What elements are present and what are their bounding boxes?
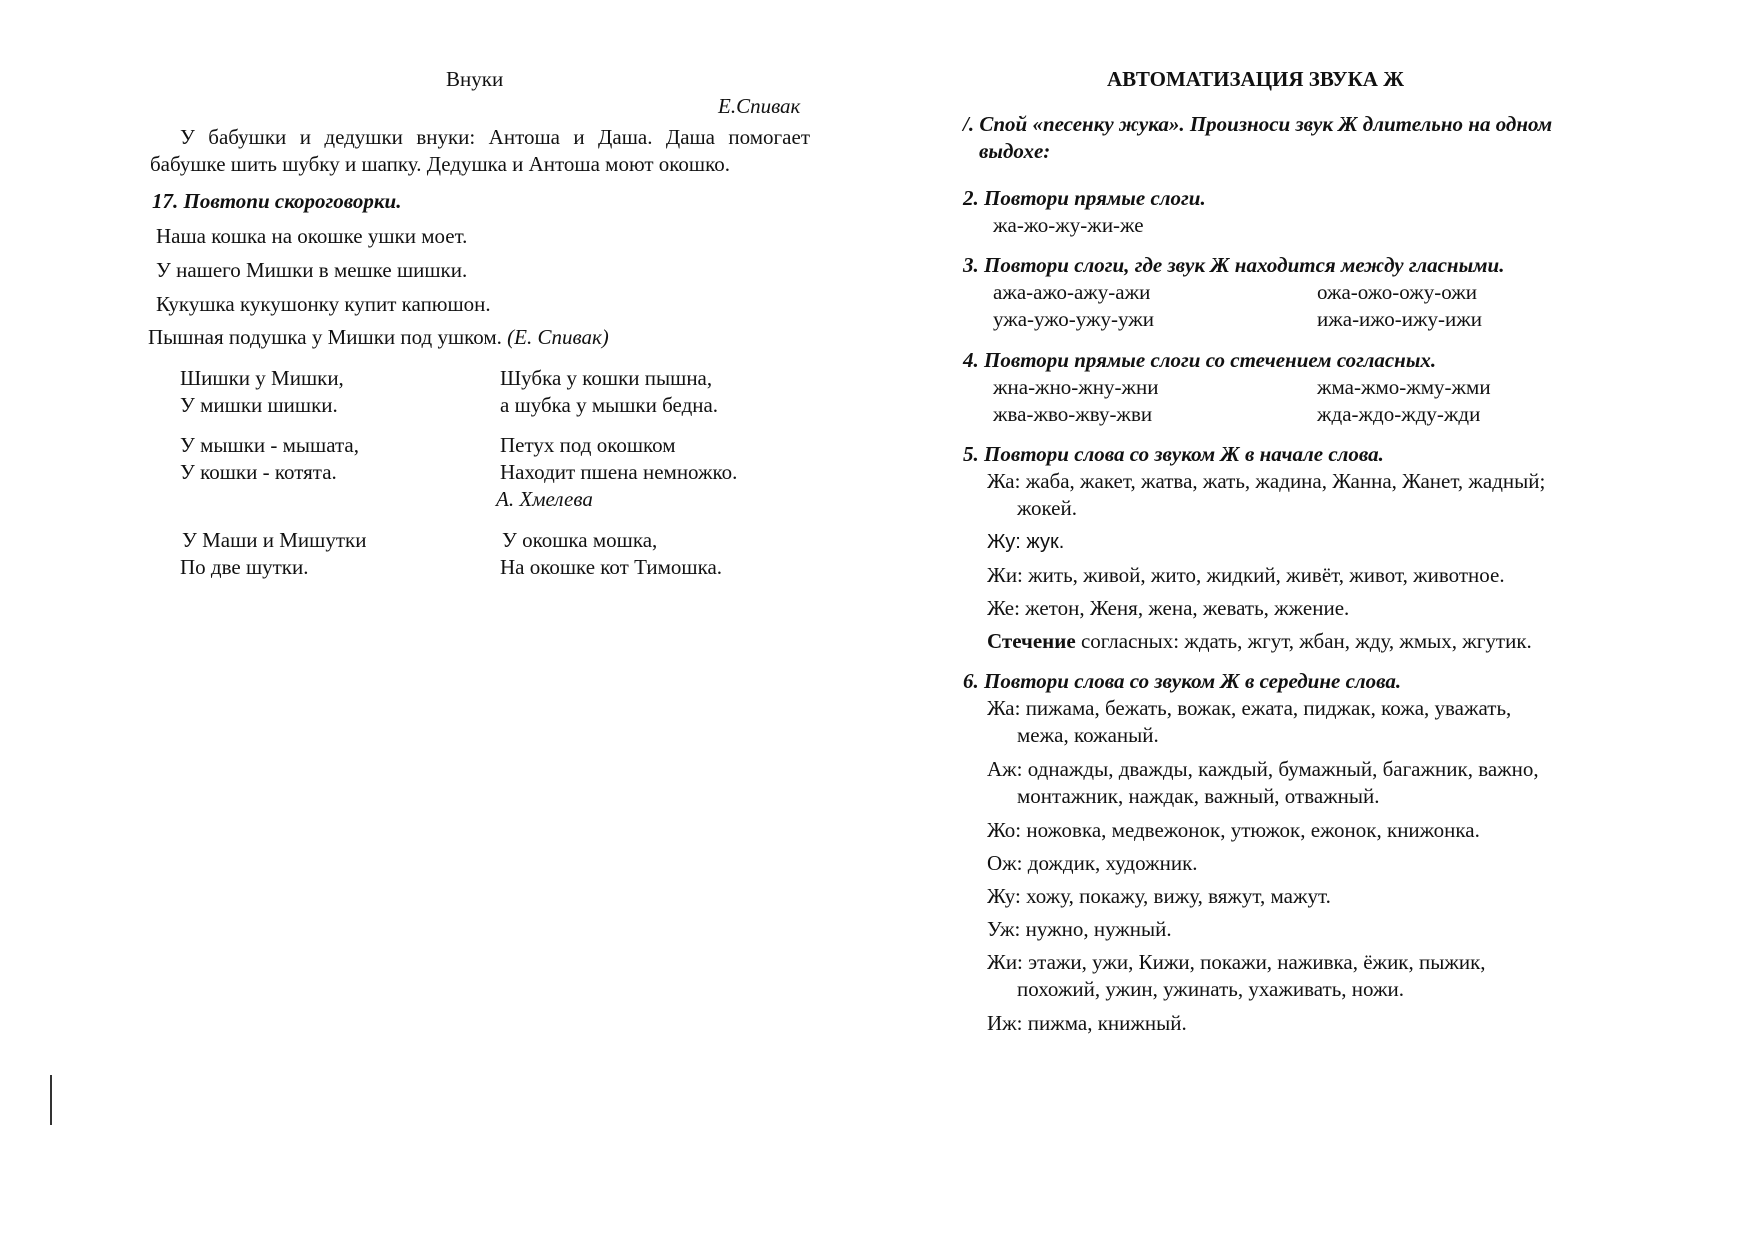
s3-col1-line-2: ужа-ужо-ужу-ужи bbox=[993, 307, 1154, 331]
s5-ji: Жи: жить, живой, жито, жидкий, живёт, живот, животное. bbox=[987, 563, 1505, 587]
s6-aj-line-1: Аж: однажды, дважды, каждый, бумажный, багажник, важно, bbox=[987, 757, 1539, 781]
s5-ju: Жу: жук. bbox=[987, 531, 1065, 553]
s6-oj: Ож: дождик, художник. bbox=[987, 851, 1198, 875]
s5-ja-line-2: жокей. bbox=[1017, 496, 1077, 520]
poem-2-line-2: а шубка у мышки бедна. bbox=[500, 393, 719, 417]
poem-5-line-2: По две шутки. bbox=[180, 555, 309, 579]
poem-1-line-2: У мишки шишки. bbox=[180, 393, 338, 417]
s6-aj-line-2: монтажник, наждак, важный, отважный. bbox=[1017, 784, 1380, 808]
poem-5-line-1: У Маши и Мишутки bbox=[182, 528, 367, 552]
poem-3-line-2: У кошки - котята. bbox=[180, 460, 337, 484]
s6-ja-line-1: Жа: пижама, бежать, вожак, ежата, пиджак, кожа, уважать, bbox=[987, 696, 1512, 720]
s3-col1-line-1: ажа-ажо-ажу-ажи bbox=[993, 280, 1151, 304]
twister-1: Наша кошка на окошке ушки моет. bbox=[156, 224, 468, 248]
s5-heading: 5. Повтори слова со звуком Ж в начале слова. bbox=[963, 442, 1384, 466]
poem-4-line-2: Находит пшена немножко. bbox=[500, 460, 738, 484]
s5-ja-line-1: Жа: жаба, жакет, жатва, жать, жадина, Жанна, Жанет, жадный; bbox=[987, 469, 1546, 493]
margin-bar bbox=[50, 1075, 52, 1125]
s1-heading-line-2: выдохе: bbox=[979, 139, 1051, 163]
s4-col2-line-1: жма-жмо-жму-жми bbox=[1317, 375, 1491, 399]
twister-4 bbox=[148, 324, 609, 351]
story-author: Е.Спивак bbox=[718, 94, 801, 118]
s6-heading: 6. Повтори слова со звуком Ж в середине слова. bbox=[963, 669, 1402, 693]
s3-heading: 3. Повтори слоги, где звук Ж находится между гласными. bbox=[963, 253, 1505, 277]
twister-2: У нашего Мишки в мешке шишки. bbox=[156, 258, 468, 282]
s3-col2-line-1: ожа-ожо-ожу-ожи bbox=[1317, 280, 1477, 304]
s3-col2-line-2: ижа-ижо-ижу-ижи bbox=[1317, 307, 1483, 331]
s5-cluster-rest: согласных: ждать, жгут, жбан, жду, жмых, жгутик. bbox=[1075, 629, 1532, 653]
story-line-1: У бабушки и дедушки внуки: Антоша и Даша. Даша помогает bbox=[180, 125, 810, 149]
poem-6-line-1: У окошка мошка, bbox=[502, 528, 658, 552]
poem-3-line-1: У мышки - мышата, bbox=[180, 433, 359, 457]
s6-ju: Жу: хожу, покажу, вижу, вяжут, мажут. bbox=[987, 884, 1331, 908]
s5-cluster bbox=[987, 628, 1532, 655]
s4-col1-line-2: жва-жво-жву-жви bbox=[993, 402, 1153, 426]
s6-ij: Иж: пижма, книжный. bbox=[987, 1011, 1187, 1035]
page-title: АВТОМАТИЗАЦИЯ ЗВУКА Ж bbox=[1107, 67, 1404, 91]
poem-2-line-1: Шубка у кошки пышна, bbox=[500, 366, 713, 390]
s2-line: жа-жо-жу-жи-же bbox=[993, 213, 1144, 237]
s4-col2-line-2: жда-ждо-жду-жди bbox=[1317, 402, 1481, 426]
s6-ja-line-2: межа, кожаный. bbox=[1017, 723, 1159, 747]
twister-3: Кукушка кукушонку купит капюшон. bbox=[156, 292, 491, 316]
poem-4-line-1: Петух под окошком bbox=[500, 433, 676, 457]
task17-heading: 17. Повтопи скороговорки. bbox=[152, 189, 402, 213]
s5-je: Же: жетон, Женя, жена, жевать, жжение. bbox=[987, 596, 1350, 620]
poem-6-line-2: На окошке кот Тимошка. bbox=[500, 555, 723, 579]
s1-heading-line-1: /. Спой «песенку жука». Произноси звук Ж длительно на одном bbox=[963, 112, 1553, 136]
poem-1-line-1: Шишки у Мишки, bbox=[180, 366, 344, 390]
twister-4-text: Пышная подушка у Мишки под ушком. bbox=[148, 325, 502, 349]
s6-uj: Уж: нужно, нужный. bbox=[987, 917, 1172, 941]
poem-4-author: А. Хмелева bbox=[496, 487, 593, 511]
story-line-2: бабушке шить шубку и шапку. Дедушка и Антоша моют окошко. bbox=[150, 152, 730, 176]
s4-heading: 4. Повтори прямые слоги со стечением согласных. bbox=[963, 348, 1437, 372]
right-page bbox=[877, 0, 1754, 1240]
story-title: Внуки bbox=[446, 67, 504, 91]
twister-4-author: (Е. Спивак) bbox=[507, 325, 609, 349]
s6-jo: Жо: ножовка, медвежонок, утюжок, ежонок, книжонка. bbox=[987, 818, 1480, 842]
s5-cluster-bold: Стечение bbox=[987, 629, 1076, 653]
s6-ji-line-1: Жи: этажи, ужи, Кижи, покажи, наживка, ёжик, пыжик, bbox=[987, 950, 1486, 974]
s2-heading: 2. Повтори прямые слоги. bbox=[963, 186, 1206, 210]
s4-col1-line-1: жна-жно-жну-жни bbox=[993, 375, 1159, 399]
s6-ji-line-2: похожий, ужин, ужинать, ухаживать, ножи. bbox=[1017, 977, 1405, 1001]
